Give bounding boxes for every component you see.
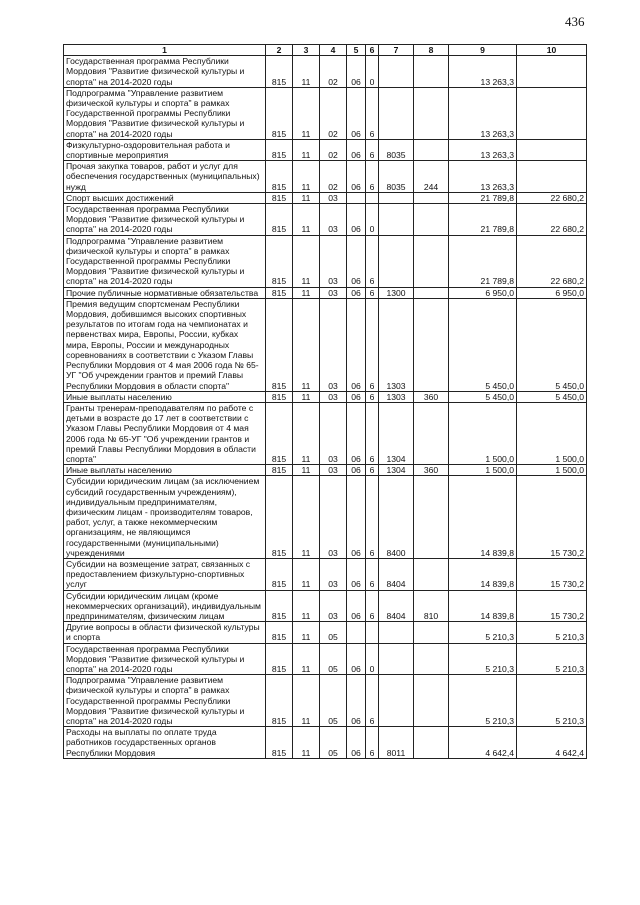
cell-col6: 6	[366, 87, 379, 139]
cell-col3: 11	[293, 476, 320, 559]
cell-col4: 03	[320, 590, 347, 622]
cell-col7: 8035	[379, 139, 414, 160]
cell-col4: 03	[320, 465, 347, 476]
cell-col3: 11	[293, 204, 320, 236]
table-row	[64, 192, 587, 203]
cell-col8	[414, 56, 449, 88]
cell-col9: 14 839,8	[449, 476, 517, 559]
header-cell: 5	[347, 45, 366, 56]
cell-col6: 0	[366, 643, 379, 675]
cell-col7	[379, 56, 414, 88]
cell-col4: 03	[320, 287, 347, 298]
cell-col8: 360	[414, 465, 449, 476]
row-name: Премия ведущим спортсменам Республики Мордовия, добившимся высоких спортивных результатов по итогам года на чемпионатах и первенствах мира, Европы, России, кубках мира, Европы, России и международных соревнованиях в соответствии с Указом Главы Республики Мордовия от 4 мая 2006 года № 65-УГ "Об учреждении грантов и премий Главы Республики Мордовия в области спорта"	[64, 298, 266, 391]
cell-col2: 815	[266, 298, 293, 391]
row-name: Физкультурно-оздоровительная работа и спортивные мероприятия	[64, 139, 266, 160]
cell-col8	[414, 139, 449, 160]
row-name: Государственная программа Республики Мордовия "Развитие физической культуры и спорта" на 2014-2020 годы	[64, 204, 266, 236]
cell-col4: 03	[320, 298, 347, 391]
cell-col9: 5 450,0	[449, 298, 517, 391]
cell-col8	[414, 204, 449, 236]
cell-col6: 6	[366, 391, 379, 402]
cell-col6: 6	[366, 465, 379, 476]
cell-col3: 11	[293, 192, 320, 203]
cell-col4: 02	[320, 161, 347, 193]
cell-col2: 815	[266, 558, 293, 590]
row-name: Расходы на выплаты по оплате труда работников государственных органов Республики Мордовия	[64, 727, 266, 759]
row-name: Субсидии юридическим лицам (за исключением субсидий государственным учреждениям), индивидуальным предпринимателям, физическим лицам - производителям товаров, работ, услуг, а также некоммерческим организациям, не являющимся государственными (муниципальными) учреждениями	[64, 476, 266, 559]
cell-col3: 11	[293, 622, 320, 643]
cell-col3: 11	[293, 235, 320, 287]
cell-col5: 06	[347, 465, 366, 476]
row-name: Подпрограмма "Управление развитием физической культуры и спорта" в рамках Государственной программы Республики Мордовия "Развитие физической культуры и спорта" на 2014-2020 годы	[64, 235, 266, 287]
cell-col9: 5 210,3	[449, 675, 517, 727]
table-row	[64, 465, 587, 476]
table-row	[64, 675, 587, 727]
cell-col3: 11	[293, 558, 320, 590]
table-row	[64, 590, 587, 622]
cell-col3: 11	[293, 287, 320, 298]
cell-col10	[517, 56, 587, 88]
cell-col10: 15 730,2	[517, 590, 587, 622]
row-name: Субсидии юридическим лицам (кроме некоммерческих организаций), индивидуальным предпринимателям, физическим лицам	[64, 590, 266, 622]
cell-col9: 21 789,8	[449, 192, 517, 203]
cell-col8: 360	[414, 391, 449, 402]
table-body	[64, 56, 587, 759]
cell-col8	[414, 402, 449, 464]
cell-col6: 6	[366, 235, 379, 287]
row-name: Государственная программа Республики Мордовия "Развитие физической культуры и спорта" на 2014-2020 годы	[64, 56, 266, 88]
cell-col7: 8404	[379, 558, 414, 590]
cell-col9: 5 210,3	[449, 622, 517, 643]
cell-col9: 21 789,8	[449, 204, 517, 236]
cell-col4: 03	[320, 402, 347, 464]
cell-col8	[414, 643, 449, 675]
row-name: Прочие публичные нормативные обязательства	[64, 287, 266, 298]
cell-col6: 6	[366, 590, 379, 622]
cell-col2: 815	[266, 161, 293, 193]
table-row	[64, 56, 587, 88]
cell-col2: 815	[266, 287, 293, 298]
cell-col5: 06	[347, 56, 366, 88]
cell-col3: 11	[293, 590, 320, 622]
cell-col6: 6	[366, 298, 379, 391]
cell-col3: 11	[293, 56, 320, 88]
table-row	[64, 391, 587, 402]
cell-col7: 1303	[379, 391, 414, 402]
cell-col5	[347, 622, 366, 643]
cell-col4: 03	[320, 204, 347, 236]
cell-col5: 06	[347, 87, 366, 139]
cell-col4: 05	[320, 727, 347, 759]
row-name: Подпрограмма "Управление развитием физической культуры и спорта" в рамках Государственной программы Республики Мордовия "Развитие физической культуры и спорта" на 2014-2020 годы	[64, 675, 266, 727]
cell-col8	[414, 558, 449, 590]
cell-col10	[517, 87, 587, 139]
table-row	[64, 235, 587, 287]
cell-col9: 14 839,8	[449, 590, 517, 622]
cell-col6: 6	[366, 675, 379, 727]
cell-col6	[366, 192, 379, 203]
cell-col2: 815	[266, 204, 293, 236]
row-name: Иные выплаты населению	[64, 391, 266, 402]
cell-col3: 11	[293, 465, 320, 476]
header-cell: 8	[414, 45, 449, 56]
row-name: Субсидии на возмещение затрат, связанных с предоставлением физкультурно-спортивных услуг	[64, 558, 266, 590]
cell-col2: 815	[266, 622, 293, 643]
table-row	[64, 87, 587, 139]
row-name: Спорт высших достижений	[64, 192, 266, 203]
cell-col7	[379, 675, 414, 727]
cell-col3: 11	[293, 298, 320, 391]
cell-col4: 03	[320, 558, 347, 590]
cell-col9: 1 500,0	[449, 465, 517, 476]
cell-col3: 11	[293, 402, 320, 464]
cell-col6: 6	[366, 558, 379, 590]
cell-col5: 06	[347, 161, 366, 193]
cell-col2: 815	[266, 643, 293, 675]
cell-col3: 11	[293, 139, 320, 160]
table-row	[64, 298, 587, 391]
header-cell: 2	[266, 45, 293, 56]
cell-col2: 815	[266, 476, 293, 559]
cell-col6: 6	[366, 476, 379, 559]
cell-col2: 815	[266, 56, 293, 88]
cell-col5: 06	[347, 643, 366, 675]
cell-col8	[414, 622, 449, 643]
cell-col4: 03	[320, 391, 347, 402]
cell-col8	[414, 287, 449, 298]
cell-col7: 1300	[379, 287, 414, 298]
cell-col3: 11	[293, 675, 320, 727]
cell-col4: 03	[320, 192, 347, 203]
cell-col8	[414, 235, 449, 287]
cell-col4: 03	[320, 235, 347, 287]
cell-col6: 0	[366, 204, 379, 236]
cell-col9: 1 500,0	[449, 402, 517, 464]
cell-col9: 14 839,8	[449, 558, 517, 590]
cell-col6	[366, 622, 379, 643]
cell-col10: 1 500,0	[517, 465, 587, 476]
cell-col7	[379, 204, 414, 236]
table-row	[64, 402, 587, 464]
cell-col9: 13 263,3	[449, 139, 517, 160]
table-row	[64, 622, 587, 643]
cell-col7: 1304	[379, 465, 414, 476]
cell-col10: 1 500,0	[517, 402, 587, 464]
cell-col10: 22 680,2	[517, 192, 587, 203]
cell-col2: 815	[266, 235, 293, 287]
cell-col4: 05	[320, 675, 347, 727]
cell-col3: 11	[293, 727, 320, 759]
cell-col5: 06	[347, 204, 366, 236]
cell-col6: 6	[366, 139, 379, 160]
cell-col8	[414, 675, 449, 727]
table-row	[64, 204, 587, 236]
cell-col4: 02	[320, 56, 347, 88]
header-cell: 3	[293, 45, 320, 56]
row-name: Подпрограмма "Управление развитием физической культуры и спорта" в рамках Государственной программы Республики Мордовия "Развитие физической культуры и спорта" на 2014-2020 годы	[64, 87, 266, 139]
cell-col5	[347, 192, 366, 203]
cell-col7: 8404	[379, 590, 414, 622]
cell-col8: 244	[414, 161, 449, 193]
cell-col4: 03	[320, 476, 347, 559]
table-row	[64, 643, 587, 675]
row-name: Другие вопросы в области физической культуры и спорта	[64, 622, 266, 643]
cell-col5: 06	[347, 139, 366, 160]
cell-col7	[379, 643, 414, 675]
cell-col7: 1304	[379, 402, 414, 464]
cell-col4: 02	[320, 87, 347, 139]
cell-col5: 06	[347, 558, 366, 590]
table-row	[64, 139, 587, 160]
cell-col7	[379, 192, 414, 203]
cell-col5: 06	[347, 590, 366, 622]
table-row	[64, 476, 587, 559]
cell-col6: 6	[366, 402, 379, 464]
cell-col2: 815	[266, 465, 293, 476]
cell-col10: 5 210,3	[517, 622, 587, 643]
cell-col3: 11	[293, 161, 320, 193]
cell-col3: 11	[293, 643, 320, 675]
header-cell: 9	[449, 45, 517, 56]
cell-col2: 815	[266, 192, 293, 203]
cell-col8	[414, 727, 449, 759]
cell-col6: 6	[366, 161, 379, 193]
cell-col6: 6	[366, 287, 379, 298]
cell-col9: 13 263,3	[449, 87, 517, 139]
cell-col7: 8400	[379, 476, 414, 559]
cell-col7: 8011	[379, 727, 414, 759]
cell-col10: 6 950,0	[517, 287, 587, 298]
cell-col5: 06	[347, 235, 366, 287]
cell-col8	[414, 87, 449, 139]
header-cell: 4	[320, 45, 347, 56]
cell-col2: 815	[266, 391, 293, 402]
cell-col5: 06	[347, 402, 366, 464]
row-name: Государственная программа Республики Мордовия "Развитие физической культуры и спорта" на 2014-2020 годы	[64, 643, 266, 675]
cell-col10: 22 680,2	[517, 235, 587, 287]
cell-col2: 815	[266, 87, 293, 139]
budget-table	[63, 44, 587, 759]
cell-col4: 02	[320, 139, 347, 160]
cell-col10: 5 210,3	[517, 675, 587, 727]
cell-col3: 11	[293, 391, 320, 402]
cell-col9: 13 263,3	[449, 56, 517, 88]
cell-col5: 06	[347, 298, 366, 391]
cell-col3: 11	[293, 87, 320, 139]
cell-col6: 0	[366, 56, 379, 88]
cell-col7: 8035	[379, 161, 414, 193]
cell-col10: 15 730,2	[517, 476, 587, 559]
cell-col9: 13 263,3	[449, 161, 517, 193]
cell-col10: 15 730,2	[517, 558, 587, 590]
cell-col5: 06	[347, 675, 366, 727]
cell-col9: 5 210,3	[449, 643, 517, 675]
cell-col5: 06	[347, 476, 366, 559]
cell-col10	[517, 139, 587, 160]
cell-col9: 5 450,0	[449, 391, 517, 402]
cell-col10: 5 210,3	[517, 643, 587, 675]
cell-col5: 06	[347, 391, 366, 402]
cell-col2: 815	[266, 402, 293, 464]
cell-col2: 815	[266, 590, 293, 622]
cell-col10: 22 680,2	[517, 204, 587, 236]
cell-col9: 4 642,4	[449, 727, 517, 759]
cell-col8	[414, 476, 449, 559]
row-name: Иные выплаты населению	[64, 465, 266, 476]
cell-col7: 1303	[379, 298, 414, 391]
cell-col9: 21 789,8	[449, 235, 517, 287]
cell-col2: 815	[266, 139, 293, 160]
table-row	[64, 287, 587, 298]
cell-col10: 5 450,0	[517, 391, 587, 402]
cell-col10: 4 642,4	[517, 727, 587, 759]
cell-col8	[414, 298, 449, 391]
header-cell: 7	[379, 45, 414, 56]
cell-col7	[379, 87, 414, 139]
cell-col7	[379, 622, 414, 643]
cell-col8	[414, 192, 449, 203]
cell-col10: 5 450,0	[517, 298, 587, 391]
cell-col7	[379, 235, 414, 287]
cell-col2: 815	[266, 675, 293, 727]
cell-col6: 6	[366, 727, 379, 759]
cell-col2: 815	[266, 727, 293, 759]
row-name: Гранты тренерам-преподавателям по работе с детьми в возрасте до 17 лет в соответствии с Указом Главы Республики Мордовия от 4 мая 2006 года № 65-УГ "Об учреждении грантов и премий Главы Республики Мордовия в области спорта"	[64, 402, 266, 464]
header-cell: 1	[64, 45, 266, 56]
header-cell: 10	[517, 45, 587, 56]
table-row	[64, 558, 587, 590]
table-row	[64, 727, 587, 759]
cell-col5: 06	[347, 727, 366, 759]
cell-col8: 810	[414, 590, 449, 622]
header-cell: 6	[366, 45, 379, 56]
cell-col5: 06	[347, 287, 366, 298]
page-number: 436	[565, 14, 585, 29]
table-header	[64, 45, 587, 56]
cell-col4: 05	[320, 643, 347, 675]
cell-col9: 6 950,0	[449, 287, 517, 298]
cell-col10	[517, 161, 587, 193]
row-name: Прочая закупка товаров, работ и услуг для обеспечения государственных (муниципальных) нужд	[64, 161, 266, 193]
table-row	[64, 161, 587, 193]
cell-col4: 05	[320, 622, 347, 643]
